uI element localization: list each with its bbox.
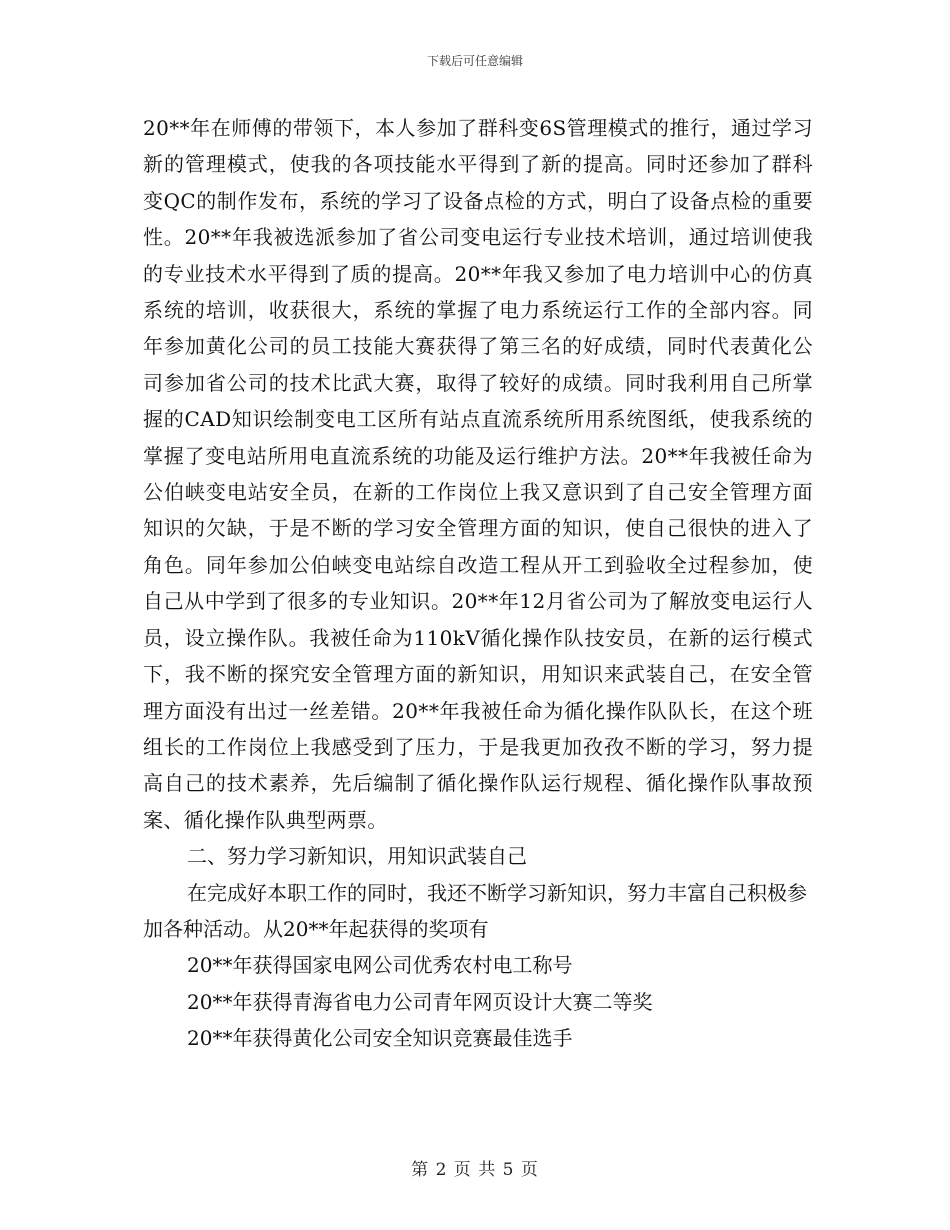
page-footer: 第 2 页 共 5 页 [411, 1160, 539, 1180]
document-body [143, 110, 813, 1057]
award-item: 20**年获得黄化公司安全知识竞赛最佳选手 [187, 1026, 573, 1051]
page-header: 下载后可任意编辑 [426, 54, 523, 68]
section-heading: 二、努力学习新知识，用知识武装自己 [187, 844, 527, 869]
body-paragraph-1: 20**年在师傅的带领下，本人参加了群科变6S管理模式的推行，通过学习新的管理模式，使我的各项技能水平得到了新的提高。同时还参加了群科变QC的制作发布，系统的学习了设备点检的方式，明白了设备点检的重要性。20**年我被选派参加了省公司变电运行专业技术培训，通过培训使我的专业技术水平得到了质的提高。20**年我又参加了电力培训中心的仿真系统的培训，收获很大，系统的掌握了电力系统运行工作的全部内容。同年参加黄化公司的员工技能大赛获得了第三名的好成绩，同时代表黄化公司参加省公司的技术比武大赛，取得了较好的成绩。同时我利用自己所掌握的CAD知识绘制变电工区所有站点直流系统所用系统图纸，使我系统的掌握了变电站所用电直流系统的功能及运行维护方法。20**年我被任命为公伯峡变电站安全员，在新的工作岗位上我又意识到了自己安全管理方面知识的欠缺，于是不断的学习安全管理方面的知识，使自己很快的进入了角色。同年参加公伯峡变电站综自改造工程从开工到验收全过程参加，使自己从中学到了很多的专业知识。20**年12月省公司为了解放变电运行人员，设立操作队。我被任命为110kV循化操作队技安员，在新的运行模式下，我不断的探究安全管理方面的新知识，用知识来武装自己，在安全管理方面没有出过一丝差错。20**年我被任命为循化操作队队长，在这个班组长的工作岗位上我感受到了压力，于是我更加孜孜不断的学习，努力提高自己的技术素养，先后编制了循化操作队运行规程、循化操作队事故预案、循化操作队典型两票。 [143, 116, 813, 832]
award-item: 20**年获得国家电网公司优秀农村电工称号 [187, 953, 573, 978]
body-paragraph-2: 在完成好本职工作的同时，我还不断学习新知识，努力丰富自己积极参加各种活动。从20**年起获得的奖项有 [143, 880, 807, 941]
award-item: 20**年获得青海省电力公司青年网页设计大赛二等奖 [187, 989, 653, 1014]
